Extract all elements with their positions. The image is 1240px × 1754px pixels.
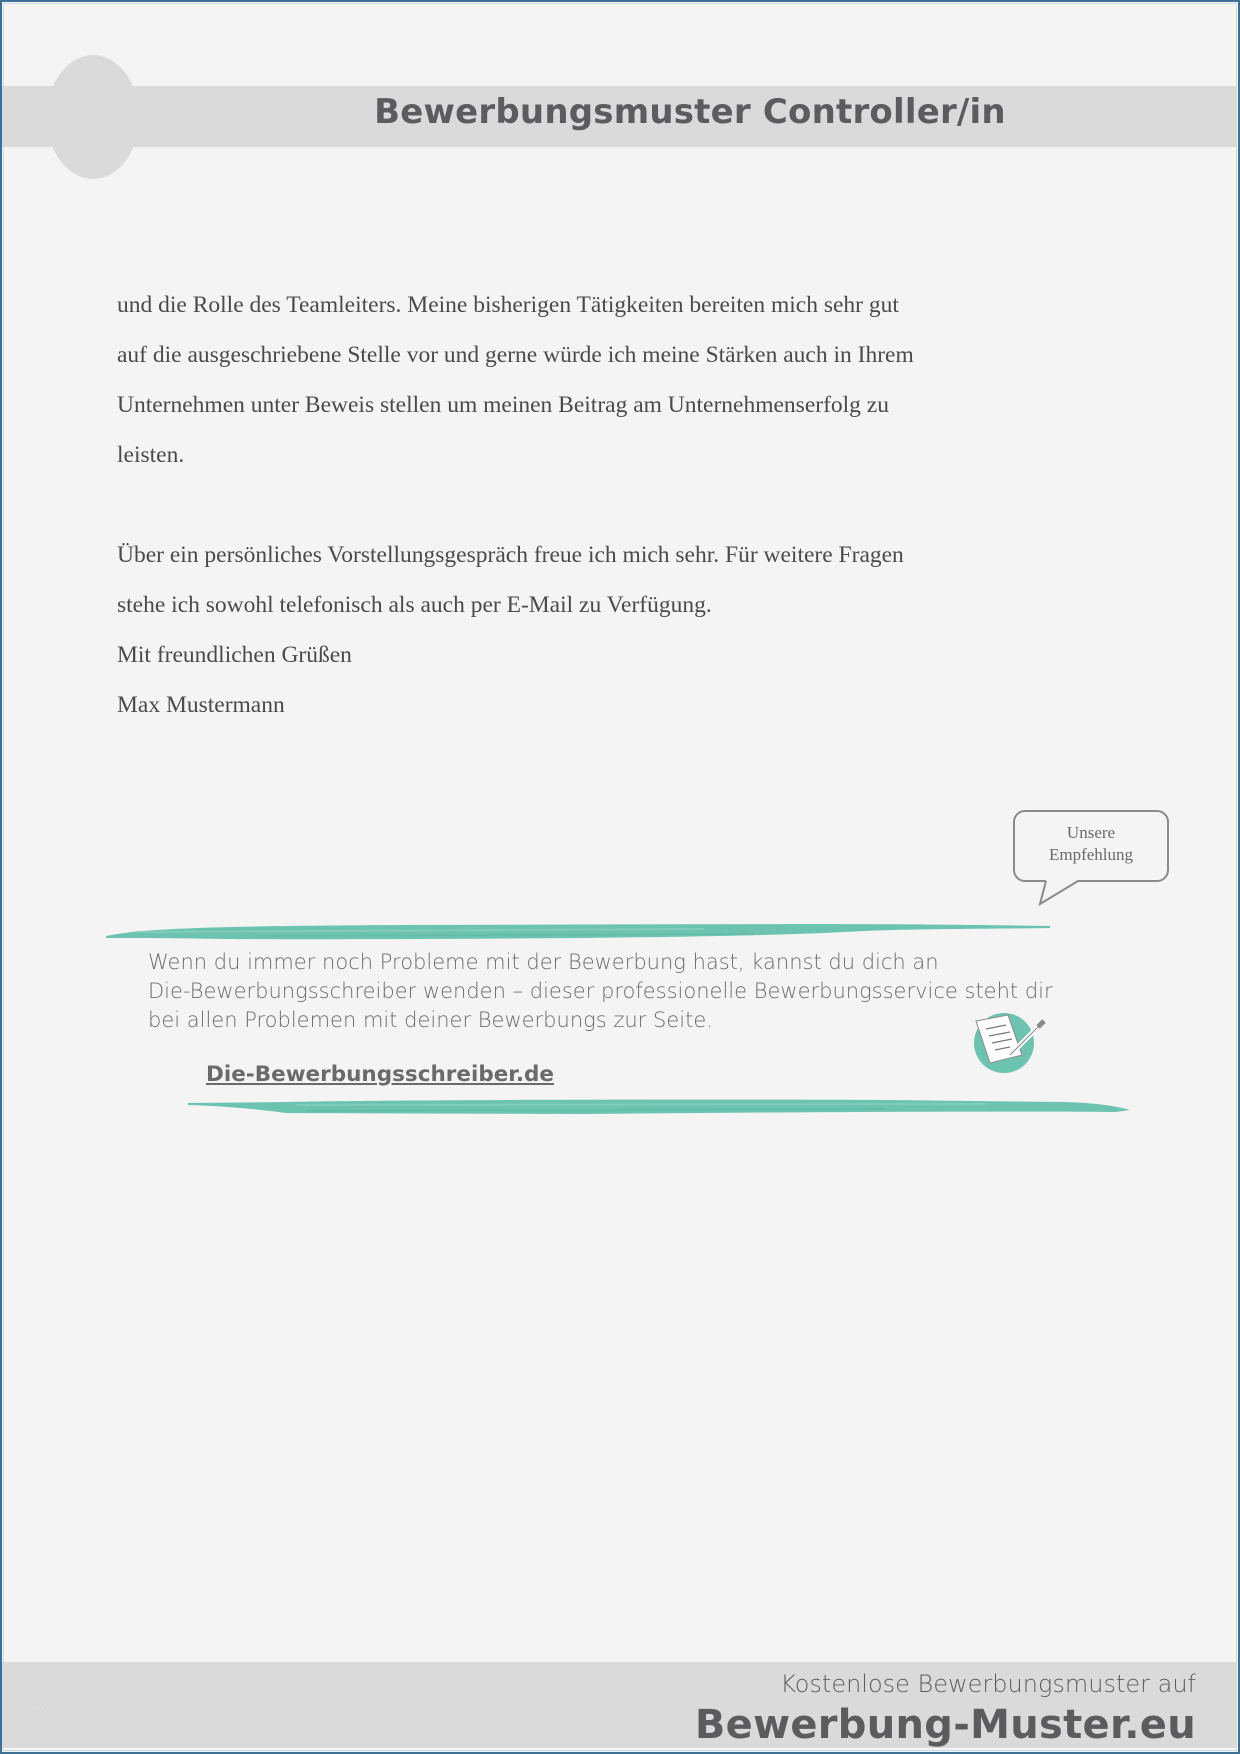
paragraph-gap (117, 480, 1117, 530)
letter-line: leisten. (117, 442, 185, 468)
brush-stroke-bottom (186, 1096, 1132, 1120)
letter-line: Über ein persönliches Vorstellungsgespräch freue ich mich sehr. Für weitere Fragen (117, 542, 904, 568)
letter-line: stehe ich sowohl telefonisch als auch per E-Mail zu Verfügung. (117, 592, 712, 618)
bewerbungsschreiber-link[interactable]: Die-Bewerbungsschreiber.de (206, 1062, 554, 1087)
bubble-tail-icon (1036, 878, 1116, 908)
bubble-line-2: Empfehlung (1048, 845, 1134, 864)
recommendation-text (148, 948, 1108, 1035)
letter-line: und die Rolle des Teamleiters. Meine bisherigen Tätigkeiten bereiten mich sehr gut (117, 292, 899, 318)
recommendation-bubble (1013, 810, 1169, 882)
footer-site-name[interactable]: Bewerbung-Muster.eu (694, 1702, 1196, 1748)
letter-body (117, 280, 1117, 730)
promo-line: Die-Bewerbungsschreiber wenden – dieser professionelle Bewerbungsservice steht dir (148, 979, 1053, 1003)
letter-closing: Mit freundlichen Grüßen (117, 642, 352, 668)
promo-line: bei allen Problemen mit deiner Bewerbungs zur Seite. (148, 1008, 713, 1032)
footer-watermark: · · · · (36, 1704, 54, 1713)
header-circle-decoration (47, 55, 139, 179)
writing-document-icon (968, 1005, 1054, 1077)
letter-line: auf die ausgeschriebene Stelle vor und gerne würde ich meine Stärken auch in Ihrem (117, 342, 914, 368)
brush-stroke-top (104, 916, 1054, 946)
promo-line: Wenn du immer noch Probleme mit der Bewerbung hast, kannst du dich an (148, 950, 939, 974)
letter-signature: Max Mustermann (117, 692, 285, 718)
letter-line: Unternehmen unter Beweis stellen um meinen Beitrag am Unternehmenserfolg zu (117, 392, 889, 418)
bubble-line-1: Unsere (1066, 823, 1116, 842)
footer-tagline: Kostenlose Bewerbungsmuster auf (780, 1670, 1196, 1698)
page-title: Bewerbungsmuster Controller/in (374, 92, 1006, 132)
